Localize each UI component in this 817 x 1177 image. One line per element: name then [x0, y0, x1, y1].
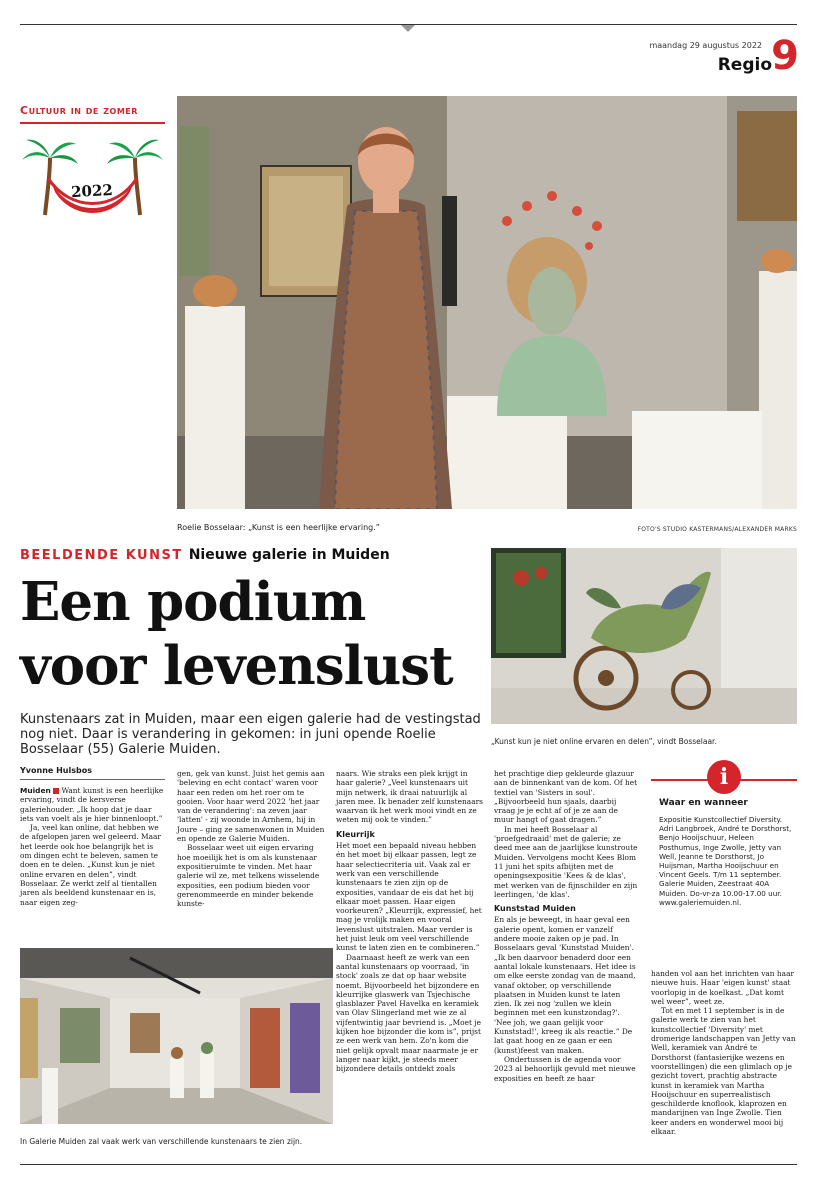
- subheading: Kleurrijk: [336, 829, 375, 839]
- byline-rule: [20, 779, 165, 780]
- paragraph: En als je beweegt, in haar geval een galerie opent, komen er vanzelf andere mooie zaken op je pad. In Bosselaars geval 'Kunststad Muiden'. „Ik ben daarvoor benaderd door een aantal lokale kunstenaars. Het idee is om elke eerste zondag van de maand, vanaf oktober, op verschillende plaatsen in Muiden kunst te laten zien. Ik zei nog 'zullen we klein beginnen met een kunstzondag?'. 'Nee joh, we gaan gelijk voor Kunststad!', kreeg ik als reactie.” De lat gaat hoog en ze gaan er een (kunst)feest van maken.: [494, 915, 636, 1055]
- sculpture-photo: [491, 548, 797, 724]
- dateline-marker: [53, 788, 59, 794]
- summer-series-logo: [20, 130, 165, 220]
- photo-credit: FOTO'S STUDIO KASTERMANS/ALEXANDER MARKS: [637, 526, 797, 533]
- paragraph: het prachtige diep gekleurde glazuur aan de binnenkant van de kom. Of het textiel van 'Sisters in soul'. „Bijvoorbeeld hun sjaals, daarbij vraag je je echt af of je ze aan de muur hangt of gaat dragen.”: [494, 769, 638, 825]
- paragraph: gen, gek van kunst. Juist het gemis aan 'beleving en echt contact' waren voor haar een reden om het roer om te gooien. Voor haar werd 2022 'het jaar van de verandering': na zeven jaar 'latten' - zij woonde in Arnhem, hij in Joure – ging ze samenwonen in Muiden en opende ze Galerie Muiden.: [177, 769, 325, 844]
- headline: [20, 570, 490, 698]
- paragraph: Het moet een bepaald niveau hebben én het moet bij elkaar passen, legt ze haar selectiecriteria uit. Vaak zal er werk van een verschillende kunstenaars te zien zijn op de exposities, vandaar de eis dat het bij elkaar moet passen. Haar eigen voorkeuren? „Kleurrijk, expressief, het mag je vrolijk maken en vooral levenslust uitstralen. Maar verder is het juist leuk om veel verschillende kunst te laten zien en te combineren.”: [336, 841, 482, 953]
- subheading: Kunststad Muiden: [494, 904, 576, 914]
- article-column-1: [20, 786, 165, 907]
- paragraph: Tot en met 11 september is in de galerie werk te zien van het kunstcollectief 'Diversity' met dromerige landschappen van Jetty van Well, keramiek van André te Dorsthorst (fantasierijke wezens en voorstellingen) die een glimlach op je gezicht tovert, prachtig abstracte kunst in keramiek van Martha Hooijschuur en superrealistisch geschilderde knoflook, klaprozen en mandarijnen van Inge Zwolle. Tien keer anders en wonderwel mooi bij elkaar.: [651, 1006, 796, 1137]
- series-rule: [20, 122, 165, 124]
- logo-year: 2022: [70, 180, 114, 202]
- infobox-title: Waar en wanneer: [659, 798, 748, 808]
- main-photo-caption: Roelie Bosselaar: „Kunst is een heerlijke ervaring.”: [177, 523, 380, 532]
- byline: Yvonne Hulsbos: [20, 766, 92, 775]
- paragraph: Ja, veel kan online, dat hebben we de afgelopen jaren wel geleerd. Maar het leerde ook hoe belangrijk het is om dingen echt te beleven, samen te doen en te delen. „Kunst kun je niet online ervaren en delen”, vindt Bosselaar. Ze werkt zelf al tientallen jaren als beeldend kunstenaar en is, naar eigen zeg-: [20, 823, 161, 907]
- infobox-text: Expositie Kunstcollectief Diversity. Adri Langbroek, André te Dorsthorst, Benjo Hooijschuur, Heleen Posthumus, Inge Zwolle, Jetty van Well, Jeanne te Dorsthorst, Jo Huijsman, Martha Hooijschuur en Vincent Geels. T/m 11 september. Galerie Muiden, Zeestraat 40A Muiden. Do-vr-za 10.00-17.00 uur. www.galeriemuiden.nl.: [659, 815, 792, 907]
- paragraph: In mei heeft Bosselaar al 'proefgedraaid' met de galerie; ze deed mee aan de jaarlijkse kunstroute Muiden. Vervolgens mocht Kees Blom 11 juni het spits afbijten met de openingsexpositie 'Kees & de klas', met werken van de fijnschilder en zijn leerlingen, 'de klas'.: [494, 824, 638, 899]
- issue-date: maandag 29 augustus 2022: [649, 41, 762, 50]
- paragraph: Bosselaar weet uit eigen ervaring hoe moeilijk het is om als kunstenaar expositieruimte te vinden. Met haar galerie wil ze, met telkens wisselende exposities, een podium bieden voor gerenommeerde en minder bekende kunste-: [177, 843, 320, 909]
- paragraph: handen vol aan het inrichten van haar nieuwe huis. Haar 'eigen kunst' staat voorlopig in de koelkast. „Dat komt wel weer”, weet ze.: [651, 969, 795, 1006]
- paragraph: naars. Wie straks een plek krijgt in haar galerie? „Veel kunstenaars uit mijn netwerk, ik draai natuurlijk al jaren mee. Ik benader zelf kunstenaars waarvan ik het werk mooi vindt en ze weten mij ook te vinden.”: [336, 769, 483, 825]
- article-column-4: [494, 769, 639, 1083]
- page-number: 9: [771, 33, 799, 79]
- headline-line-1: Een podium: [20, 571, 366, 633]
- gallery-photo-caption: In Galerie Muiden zal vaak werk van verschillende kunstenaars te zien zijn.: [20, 1137, 303, 1146]
- article-kicker-label: BEELDENDE KUNST: [20, 548, 183, 563]
- info-icon: i: [707, 760, 741, 794]
- article-column-2: [177, 769, 325, 908]
- article-opening: [20, 786, 165, 823]
- paragraph: Want kunst is een heerlijke ervaring, vindt de kersverse galeriehouder. „Ik hoop dat je daar iets van voelt als je hier binnenloopt.”: [20, 786, 164, 823]
- article-column-5: [651, 969, 797, 1136]
- gallery-interior-photo: [20, 948, 333, 1124]
- paragraph: Ondertussen is de agenda voor 2023 al behoorlijk gevuld met nieuwe exposities en heeft ze haar: [494, 1054, 636, 1083]
- article-column-3: [336, 769, 484, 1074]
- bottom-rule: [20, 1164, 797, 1165]
- series-kicker: Cultuur in de zomer: [20, 104, 138, 117]
- headline-line-2: voor levenslust: [20, 635, 453, 697]
- fold-notch: [401, 25, 415, 32]
- article-kicker: [20, 547, 390, 563]
- paragraph: Daarnaast heeft ze werk van een aantal kunstenaars op voorraad, 'in stock' zoals ze dat op haar website noemt. Bijvoorbeeld het bijzondere en kleurrijke glaswerk van Tsjechische glasblazer Pavel Havelka en keramiek van Olav Slingerland met wie ze al vijfentwintig jaar bevriend is. „Moet je kijken hoe bijzonder die kom is”, prijst ze een werk van hem. Zo'n kom die niet gelijk opvalt maar naarmate je er langer naar kijkt, je steeds meer bijzondere details ontdekt zoals: [336, 952, 481, 1074]
- section-title: Regio: [717, 55, 772, 75]
- sculpture-photo-caption: „Kunst kun je niet online ervaren en delen”, vindt Bosselaar.: [491, 737, 717, 746]
- dateline: Muiden: [20, 786, 51, 795]
- article-kicker-sub: Nieuwe galerie in Muiden: [188, 547, 390, 563]
- article-intro: Kunstenaars zat in Muiden, maar een eigen galerie had de vestingstad nog niet. Daar is verandering in gekomen: in juni opende Roelie Bosselaar (55) Galerie Muiden.: [20, 712, 481, 757]
- main-photo-gallery-owner: [177, 96, 797, 509]
